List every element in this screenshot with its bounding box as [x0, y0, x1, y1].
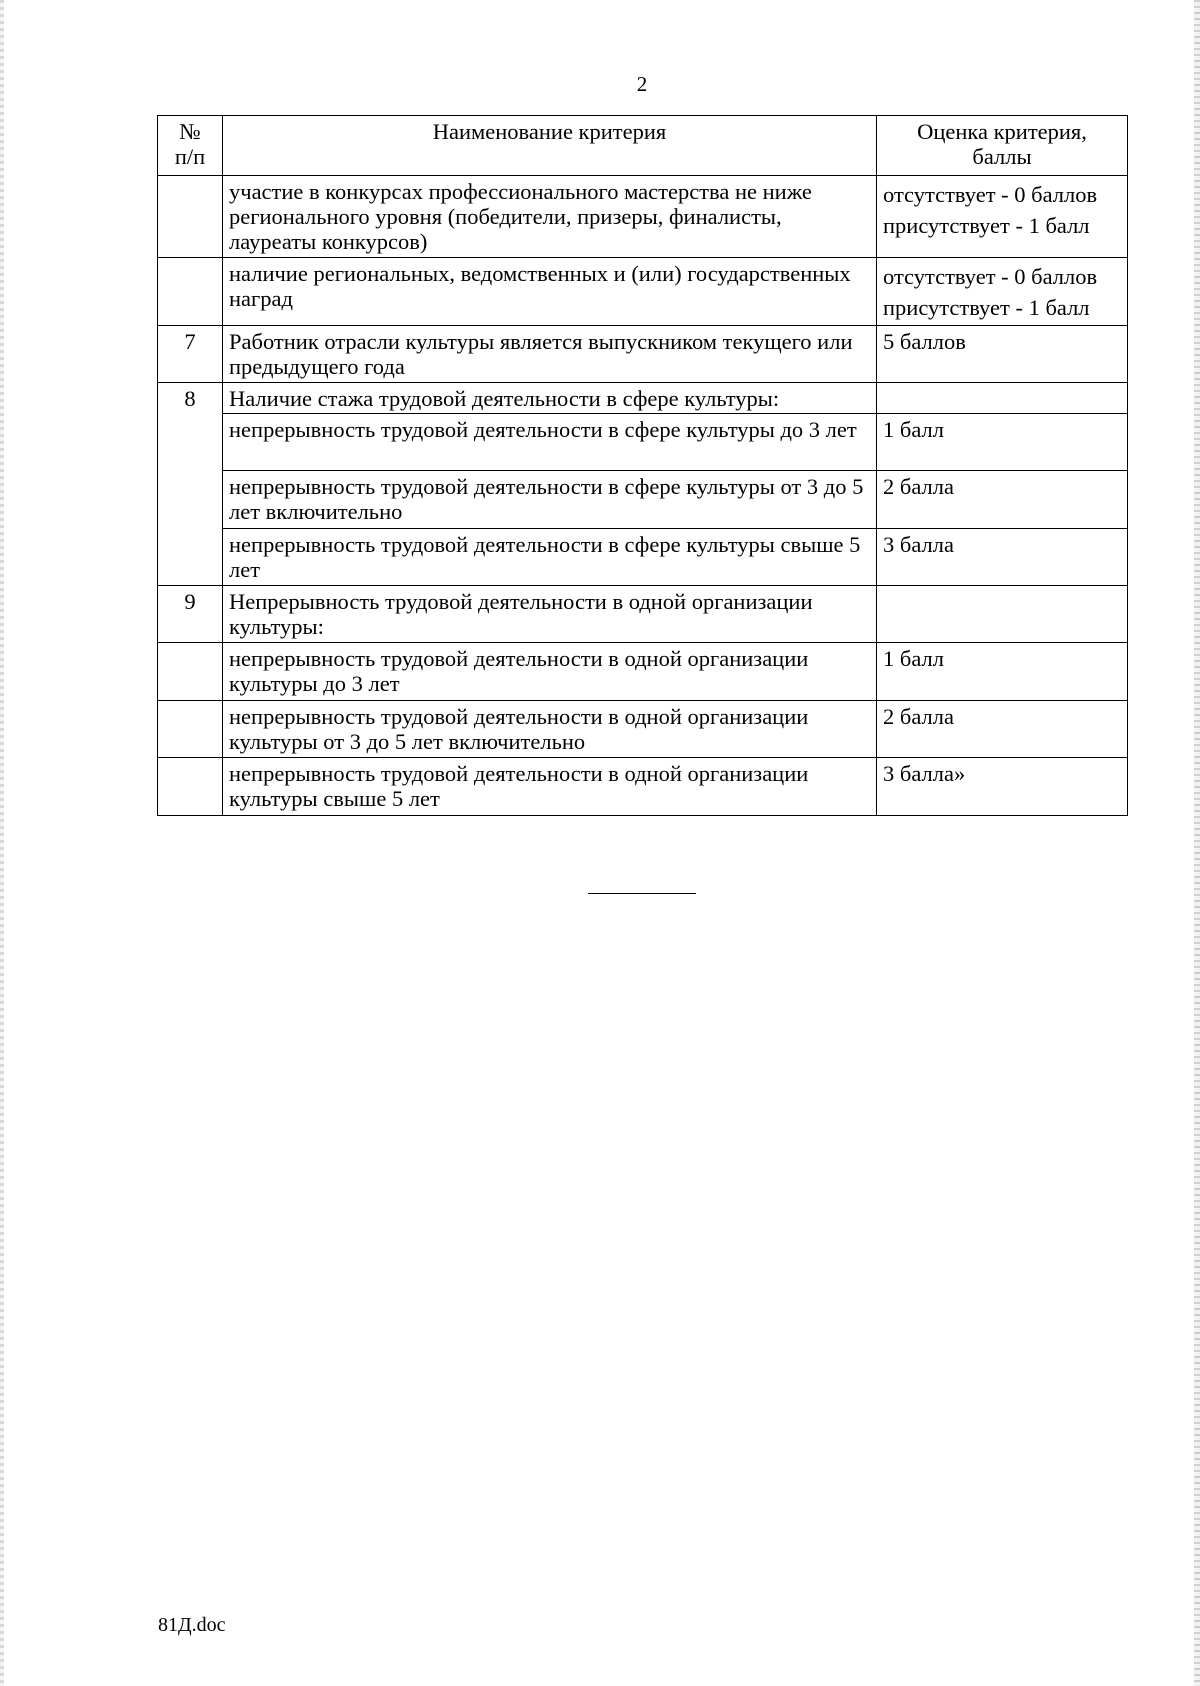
row-score: 3 балла — [877, 529, 1128, 586]
row-score — [877, 258, 1128, 326]
header-number: № п/п — [158, 116, 223, 176]
header-score: Оценка критерия, баллы — [877, 116, 1128, 176]
row-score — [877, 176, 1128, 258]
row-number — [158, 176, 223, 258]
row-score: 5 баллов — [877, 326, 1128, 383]
table-row — [158, 586, 1128, 643]
table-row — [158, 383, 1128, 414]
row-score — [877, 586, 1128, 643]
page-number: 2 — [636, 72, 648, 96]
row-criterion: Непрерывность трудовой деятельности в одной организации культуры: — [223, 586, 877, 643]
header-criterion: Наименование критерия — [223, 116, 877, 176]
table-row — [158, 758, 1128, 816]
row-criterion: наличие региональных, ведомственных и (или) государственных наград — [223, 258, 877, 326]
score-line: отсутствует - 0 баллов — [883, 264, 1098, 289]
table-row — [158, 414, 1128, 471]
table-row — [158, 326, 1128, 383]
row-number: 8 — [158, 383, 223, 586]
table-row — [158, 176, 1128, 258]
table-row — [158, 258, 1128, 326]
row-criterion: непрерывность трудовой деятельности в сфере культуры свыше 5 лет — [223, 529, 877, 586]
end-separator-line — [588, 893, 696, 894]
score-line: присутствует - 1 балл — [883, 213, 1090, 238]
row-score: 2 балла — [877, 701, 1128, 758]
table-row — [158, 529, 1128, 586]
row-number — [158, 643, 223, 701]
score-line: отсутствует - 0 баллов — [883, 182, 1098, 207]
row-criterion: Наличие стажа трудовой деятельности в сфере культуры: — [223, 383, 877, 414]
row-number — [158, 258, 223, 326]
table-row — [158, 643, 1128, 701]
row-criterion: непрерывность трудовой деятельности в сфере культуры от 3 до 5 лет включительно — [223, 471, 877, 529]
footer-filename: 81Д.doc — [158, 1614, 226, 1636]
row-number: 9 — [158, 586, 223, 643]
row-criterion: участие в конкурсах профессионального мастерства не ниже регионального уровня (победители, призеры, финалисты, лауреаты конкурсов) — [223, 176, 877, 258]
table-row — [158, 471, 1128, 529]
row-number — [158, 701, 223, 758]
criteria-table — [157, 115, 1128, 816]
row-number — [158, 758, 223, 816]
scan-edge-left — [0, 0, 4, 1686]
scan-edge-right — [1194, 0, 1200, 1686]
row-criterion: непрерывность трудовой деятельности в одной организации культуры от 3 до 5 лет включительно — [223, 701, 877, 758]
row-score: 1 балл — [877, 643, 1128, 701]
table-header-row — [158, 116, 1128, 176]
row-score: 2 балла — [877, 471, 1128, 529]
score-line: присутствует - 1 балл — [883, 295, 1090, 320]
row-score: 3 балла» — [877, 758, 1128, 816]
row-score — [877, 383, 1128, 414]
row-score: 1 балл — [877, 414, 1128, 471]
row-criterion: Работник отрасли культуры является выпускником текущего или предыдущего года — [223, 326, 877, 383]
row-criterion: непрерывность трудовой деятельности в одной организации культуры свыше 5 лет — [223, 758, 877, 816]
row-criterion: непрерывность трудовой деятельности в одной организации культуры до 3 лет — [223, 643, 877, 701]
row-criterion: непрерывность трудовой деятельности в сфере культуры до 3 лет — [223, 414, 877, 471]
row-number: 7 — [158, 326, 223, 383]
table-row — [158, 701, 1128, 758]
